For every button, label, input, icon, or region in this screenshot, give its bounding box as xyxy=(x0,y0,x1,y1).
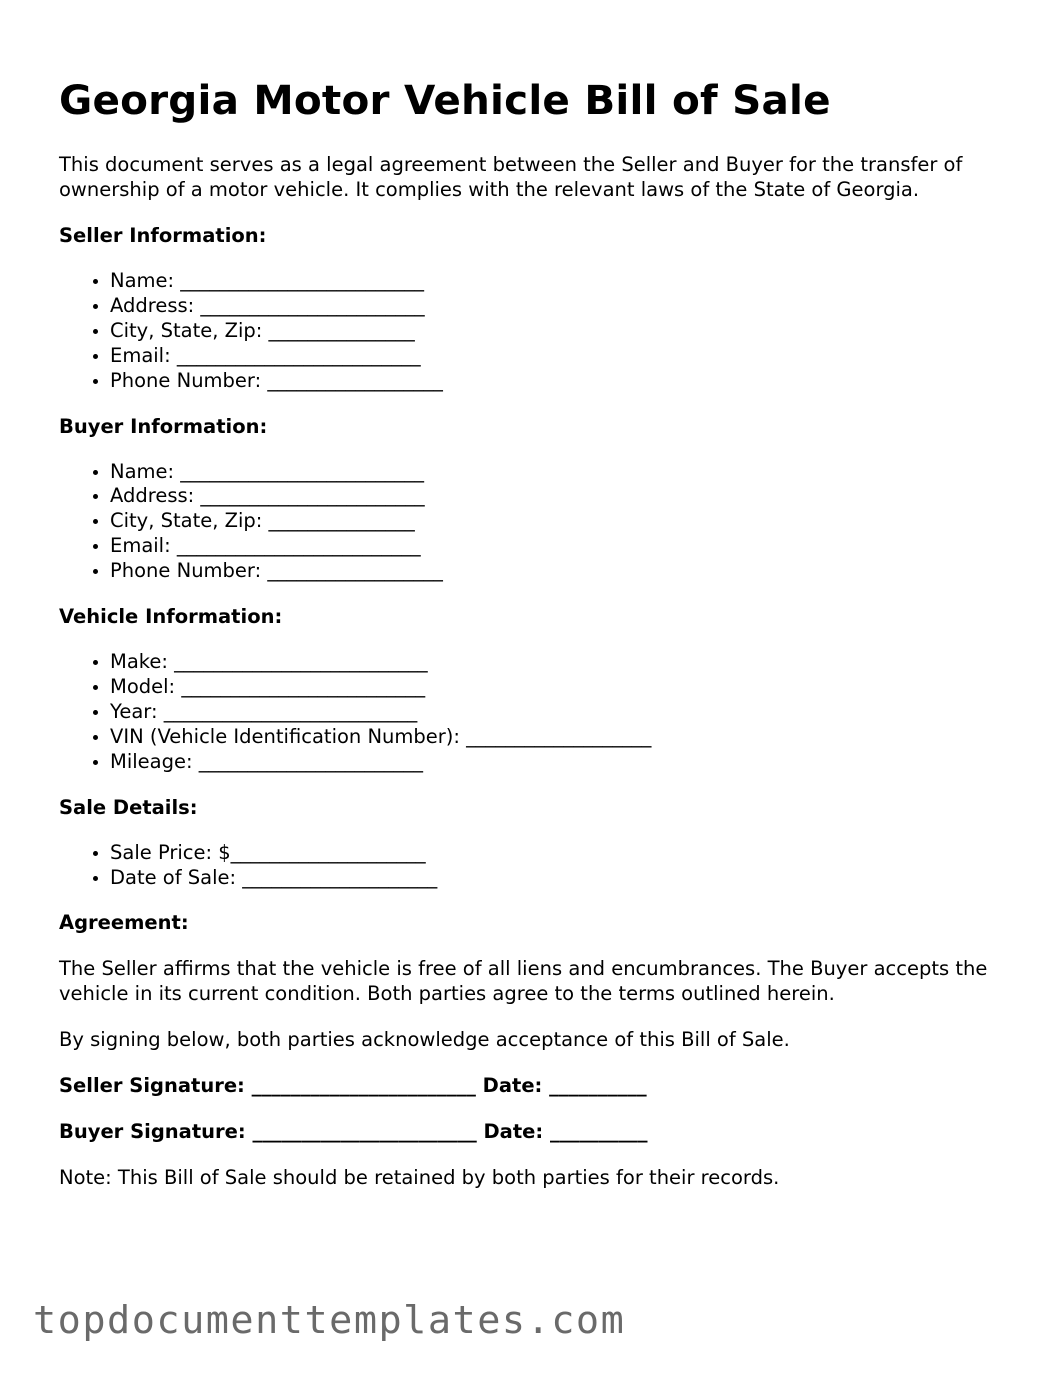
buyer-info-list xyxy=(59,460,1019,585)
buyer-city-state-zip-field: • City, State, Zip: _______________ xyxy=(110,509,1019,534)
acknowledgement-paragraph: By signing below, both parties acknowledge acceptance of this Bill of Sale. xyxy=(59,1028,790,1052)
buyer-name-field: • Name: _________________________ xyxy=(110,460,1019,485)
buyer-info-heading: Buyer Information: xyxy=(59,414,268,438)
seller-email-field: • Email: _________________________ xyxy=(110,344,1019,369)
sale-price-field: • Sale Price: $____________________ xyxy=(110,841,1019,866)
seller-info-list xyxy=(59,269,1019,394)
seller-name-field: • Name: _________________________ xyxy=(110,269,1019,294)
agreement-heading: Agreement: xyxy=(59,911,189,935)
vehicle-mileage-field: • Mileage: _______________________ xyxy=(110,750,1019,775)
agreement-paragraph: The Seller affirms that the vehicle is free of all liens and encumbrances. The Buyer accepts the vehicle in its current condition. Both parties agree to the terms outlined herein. xyxy=(59,957,988,1006)
seller-info-heading: Seller Information: xyxy=(59,224,267,247)
seller-phone-field: • Phone Number: __________________ xyxy=(110,369,1019,394)
document-title: Georgia Motor Vehicle Bill of Sale xyxy=(59,76,831,124)
intro-paragraph: This document serves as a legal agreement between the Seller and Buyer for the transfer of ownership of a motor vehicle. It complies with the relevant laws of the State of Georgia. xyxy=(59,153,963,201)
vehicle-make-field: • Make: __________________________ xyxy=(110,650,1019,675)
document-page xyxy=(59,72,1019,1190)
seller-address-field: • Address: _______________________ xyxy=(110,294,1019,319)
site-watermark: topdocumenttemplates.com xyxy=(33,1298,626,1343)
vehicle-info-list xyxy=(59,650,1019,775)
buyer-signature-line: Buyer Signature: _______________________ Date: __________ xyxy=(59,1120,648,1144)
vehicle-model-field: • Model: _________________________ xyxy=(110,675,1019,700)
vehicle-vin-field: • VIN (Vehicle Identification Number): ___________________ xyxy=(110,725,1019,750)
sale-details-list xyxy=(59,841,1019,891)
buyer-address-field: • Address: _______________________ xyxy=(110,484,1019,509)
sale-details-heading: Sale Details: xyxy=(59,795,198,819)
vehicle-info-heading: Vehicle Information: xyxy=(59,605,283,629)
vehicle-year-field: • Year: __________________________ xyxy=(110,700,1019,725)
sale-date-field: • Date of Sale: ____________________ xyxy=(110,866,1019,891)
seller-city-state-zip-field: • City, State, Zip: _______________ xyxy=(110,319,1019,344)
buyer-email-field: • Email: _________________________ xyxy=(110,534,1019,559)
buyer-phone-field: • Phone Number: __________________ xyxy=(110,559,1019,584)
seller-signature-line: Seller Signature: _______________________ Date: __________ xyxy=(59,1074,647,1098)
retention-note: Note: This Bill of Sale should be retained by both parties for their records. xyxy=(59,1166,780,1190)
